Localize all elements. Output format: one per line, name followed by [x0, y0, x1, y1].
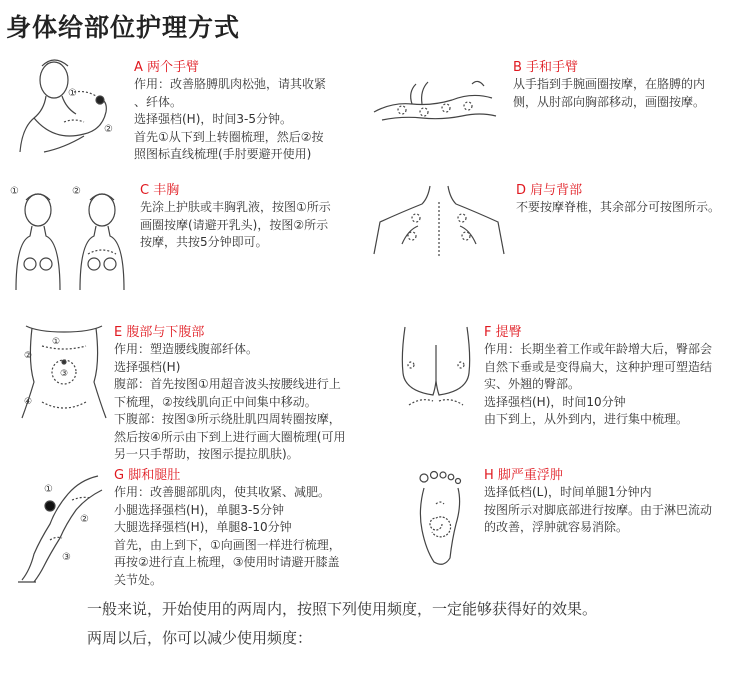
- section-e-line: 腹部：首先按图①用超音波头按腰线进行上: [114, 377, 341, 391]
- section-f-heading: F 提臀: [484, 325, 522, 340]
- label-a2: ②: [104, 124, 113, 135]
- section-a: [134, 60, 326, 164]
- section-a-line: 首先①从下到上转圈梳理，然后②按: [134, 129, 324, 144]
- section-f-line: 选择强档(H)，时间10分钟: [484, 394, 626, 409]
- label-g1: ①: [44, 484, 53, 495]
- chest-illustration: [6, 180, 134, 295]
- footer-line-2: 两周以后，你可以减少使用频度：: [87, 629, 313, 647]
- section-g-line: 再按②进行直上梳理，③使用时请避开膝盖: [114, 555, 340, 569]
- back-illustration: [372, 182, 507, 257]
- section-h-line: 的改善，浮肿就容易消除。: [484, 520, 629, 534]
- section-f: [484, 325, 712, 429]
- section-h-line: 按图所示对脚底部进行按摩。由于淋巴流动: [484, 502, 713, 517]
- section-e-line: 下梳理，②按线肌向正中间集中移动。: [114, 394, 317, 409]
- section-h: [484, 468, 712, 537]
- section-a-heading: A 两个手臂: [134, 60, 200, 75]
- section-c-line: 按摩，共按5分钟即可。: [140, 235, 268, 249]
- section-b-heading: B 手和手臂: [513, 60, 579, 75]
- arm-illustration: [14, 52, 124, 167]
- label-e4: ④: [24, 397, 33, 407]
- section-h-heading: H 脚严重浮肿: [484, 468, 563, 483]
- leg-illustration: [10, 470, 110, 585]
- section-g-line: 大腿选择强档(H)，单腿8-10分钟: [114, 520, 292, 534]
- abdomen-illustration: [18, 322, 110, 422]
- section-c: [140, 183, 331, 252]
- hands-illustration: [372, 72, 502, 142]
- section-c-line: 画圈按摩(请避开乳头)，按图②所示: [140, 217, 329, 232]
- section-h-line: 选择低档(L)，时间单腿1分钟内: [484, 485, 652, 499]
- section-e-line: 另一只手帮助，按图示提拉肌肤)。: [114, 447, 299, 461]
- section-f-line: 实、外翘的臀部。: [484, 377, 581, 391]
- label-c2: ②: [72, 186, 81, 197]
- section-a-line: 、纤体。: [134, 94, 183, 109]
- section-g-line: 小腿选择强档(H)，单腿3-5分钟: [114, 502, 284, 517]
- label-g2: ②: [80, 514, 89, 525]
- section-e-heading: E 腹部与下腹部: [114, 325, 205, 340]
- section-a-line: 作用：改善胳膊肌肉松弛，请其收紧: [134, 77, 327, 91]
- foot-illustration: [410, 470, 472, 570]
- section-e-line: 然后按④所示由下到上进行画大圈梳理(可用: [114, 429, 346, 444]
- section-d-line: 不要按摩脊椎，其余部分可按图所示。: [516, 200, 721, 214]
- label-c1: ①: [10, 186, 19, 197]
- label-e2: ②: [24, 351, 33, 361]
- section-g-line: 首先，由上到下，①向画图一样进行梳理，: [114, 537, 341, 552]
- hip-illustration: [395, 325, 477, 415]
- section-c-heading: C 丰胸: [140, 183, 180, 198]
- section-g-line: 作用：改善腿部肌肉，使其收紧、减肥。: [114, 485, 331, 499]
- label-e1: ①: [52, 337, 61, 347]
- section-a-line: 照图标直线梳理(手肘要避开使用): [134, 147, 312, 161]
- page-title: 身体给部位护理方式: [6, 13, 241, 42]
- section-f-line: 由下到上，从外到内，进行集中梳理。: [484, 412, 689, 426]
- section-g-line: 关节处。: [114, 572, 163, 587]
- section-b: [513, 60, 705, 111]
- section-b-line: 从手指到手腕画圈按摩，在胳膊的内: [513, 77, 706, 91]
- label-a1: ①: [68, 88, 77, 99]
- label-e3: ③: [60, 369, 69, 379]
- section-g: [114, 468, 341, 589]
- section-e-line: 选择强档(H): [114, 359, 181, 374]
- section-c-line: 先涂上护肤或丰胸乳液，按图①所示: [140, 200, 331, 214]
- section-f-line: 自然下垂或是变得扁大，这种护理可塑造结: [484, 359, 713, 374]
- section-d: [516, 183, 720, 217]
- section-e-line: 下腹部：按图③所示绕肚肌四周转圈按摩，: [114, 412, 341, 426]
- section-g-heading: G 脚和腿肚: [114, 468, 181, 483]
- label-g3: ③: [62, 552, 71, 563]
- section-f-line: 作用：长期坐着工作或年龄增大后，臀部会: [484, 342, 713, 356]
- section-e: [114, 325, 345, 464]
- section-d-heading: D 肩与背部: [516, 183, 583, 198]
- section-a-line: 选择强档(H)，时间3-5分钟。: [134, 112, 292, 126]
- footer-line-1: 一般来说，开始使用的两周内，按照下列使用频度，一定能够获得好的效果。: [87, 600, 598, 618]
- section-b-line: 侧，从肘部向胸部移动，画圈按摩。: [513, 94, 706, 109]
- section-e-line: 作用：塑造腰线腹部纤体。: [114, 342, 259, 356]
